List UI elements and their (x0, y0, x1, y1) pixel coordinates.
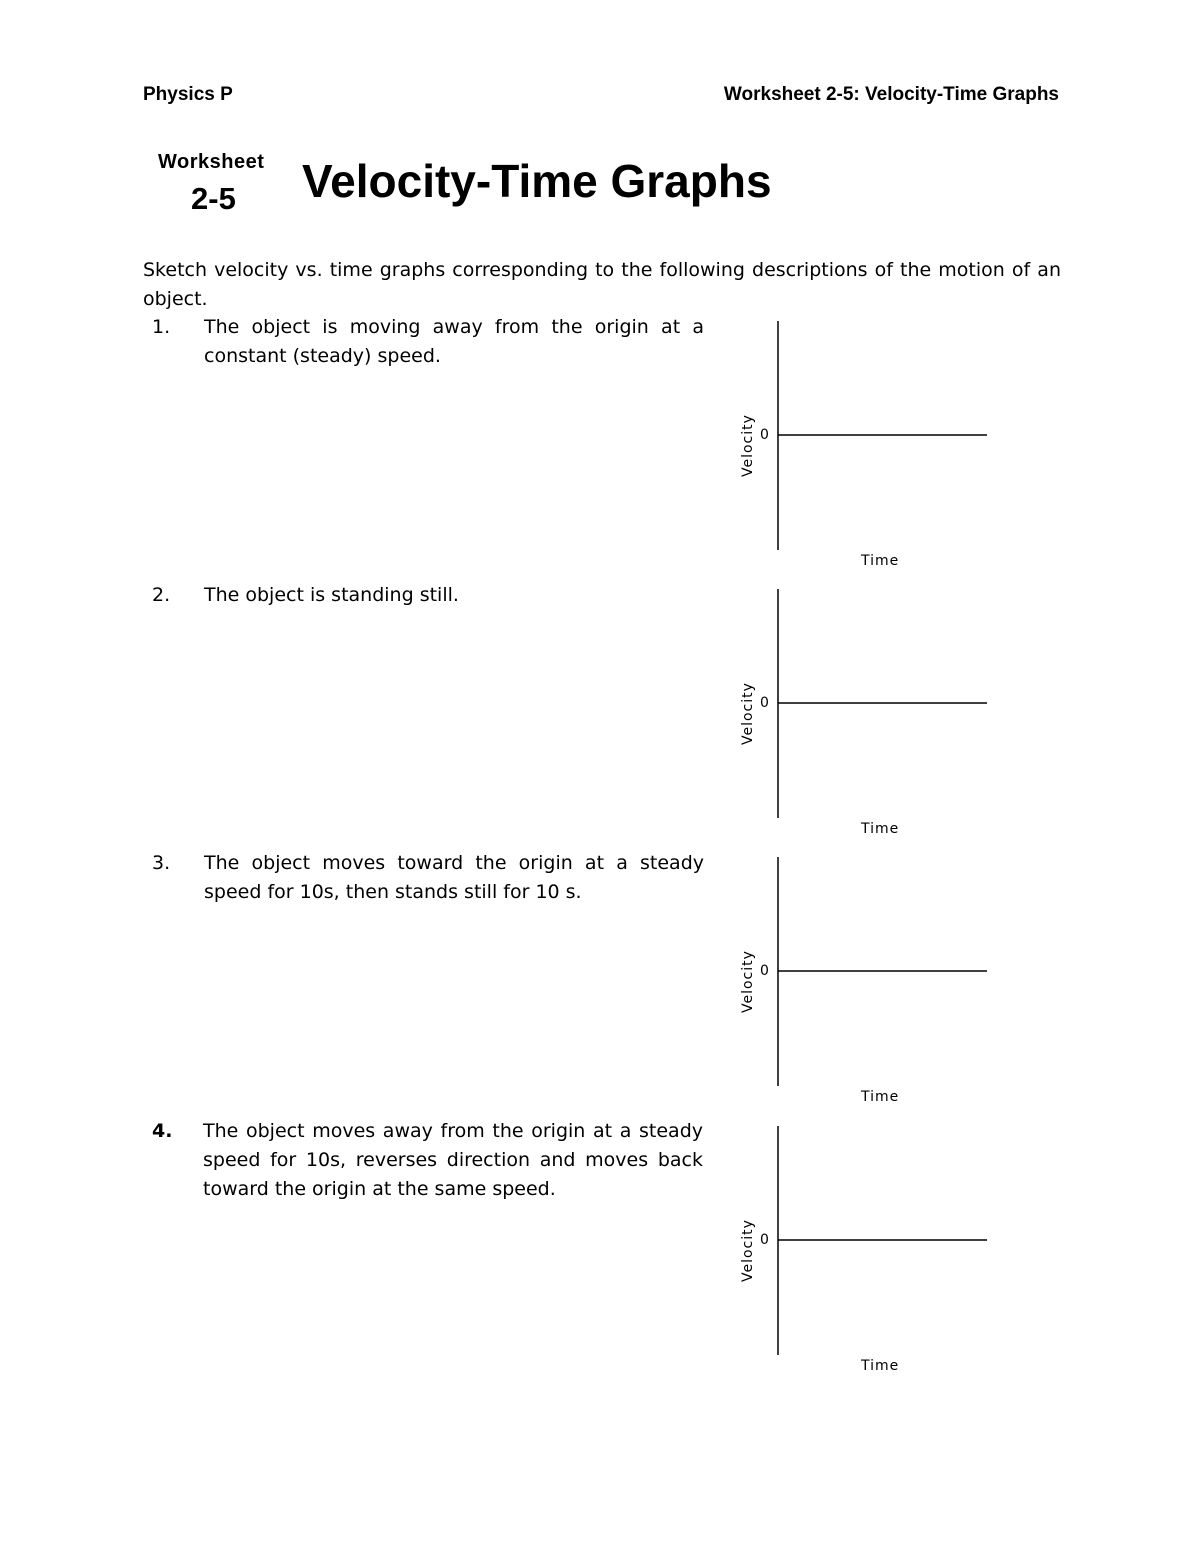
graph-2-origin-label: 0 (760, 695, 769, 711)
header-course: Physics P (143, 84, 233, 105)
worksheet-number: 2-5 (191, 181, 236, 216)
instructions: Sketch velocity vs. time graphs corresponding to the following descriptions of the motion of an object. (143, 259, 1061, 310)
graph-2-y-label: Velocity (740, 682, 756, 745)
question-1-text: The object is moving away from the origin at a constant (steady) speed. (204, 316, 704, 367)
graph-1[interactable] (730, 321, 1000, 586)
graph-1-axes (730, 321, 1000, 586)
graph-2[interactable] (730, 589, 1000, 854)
graph-4[interactable] (730, 1126, 1000, 1391)
page-title: Velocity-Time Graphs (302, 155, 772, 207)
graph-3-y-label: Velocity (740, 950, 756, 1013)
question-3-number: 3. (152, 852, 171, 874)
question-3-text: The object moves toward the origin at a steady speed for 10s, then stands still for 10 s. (204, 852, 704, 903)
graph-1-origin-label: 0 (760, 427, 769, 443)
question-4-number: 4. (152, 1120, 173, 1142)
graph-3[interactable] (730, 857, 1000, 1122)
graph-4-origin-label: 0 (760, 1232, 769, 1248)
graph-4-axes (730, 1126, 1000, 1391)
question-2-text: The object is standing still. (204, 584, 459, 606)
header-worksheet-title: Worksheet 2-5: Velocity-Time Graphs (723, 84, 1059, 105)
graph-3-axes (730, 857, 1000, 1122)
graph-4-x-label: Time (861, 1358, 900, 1374)
graph-2-axes (730, 589, 1000, 854)
graph-3-x-label: Time (861, 1089, 900, 1105)
graph-2-x-label: Time (861, 821, 900, 837)
question-4-text: The object moves away from the origin at a steady speed for 10s, reverses direction and moves back toward the origin at the same speed. (203, 1120, 703, 1200)
graph-1-x-label: Time (861, 553, 900, 569)
question-1-number: 1. (152, 316, 171, 338)
question-2-number: 2. (152, 584, 171, 606)
graph-1-y-label: Velocity (740, 414, 756, 477)
worksheet-label: Worksheet (158, 151, 265, 173)
graph-3-origin-label: 0 (760, 963, 769, 979)
graph-4-y-label: Velocity (740, 1219, 756, 1282)
